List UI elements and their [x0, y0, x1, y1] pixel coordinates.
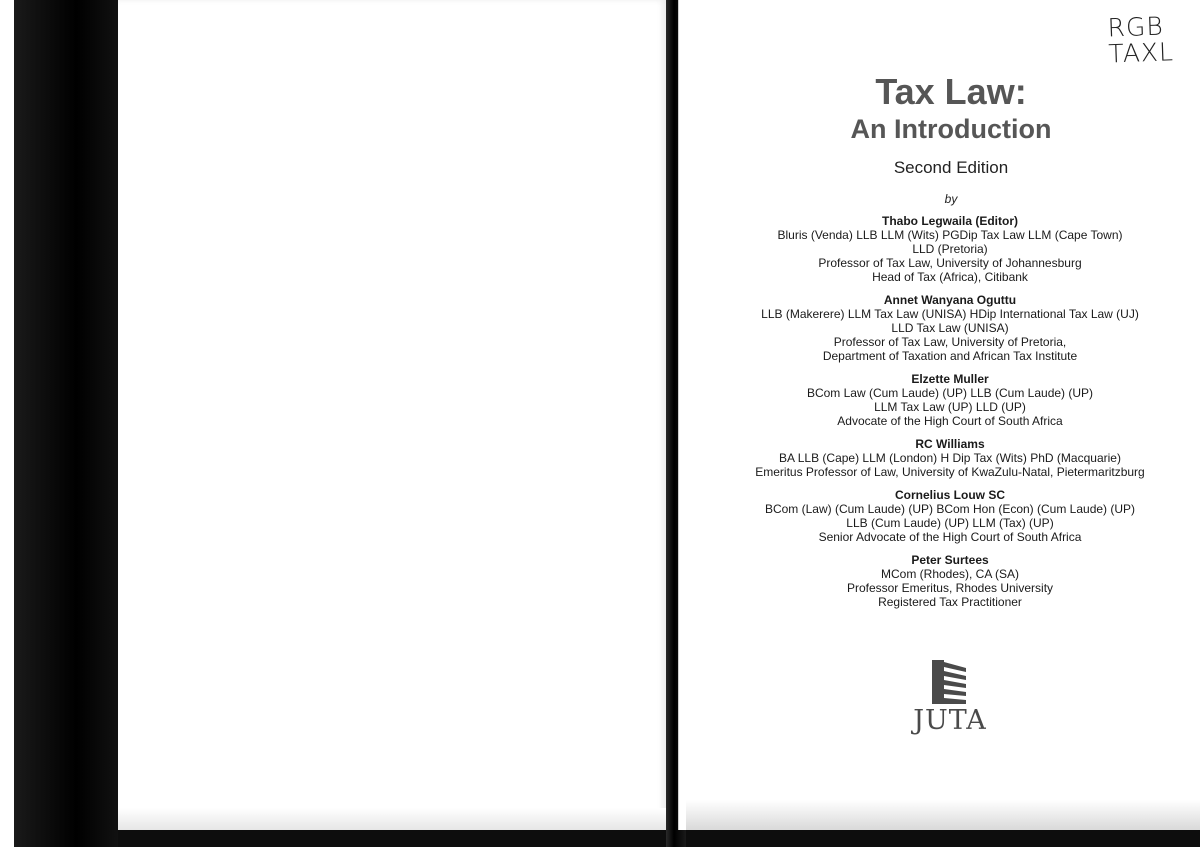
author-credential: Registered Tax Practitioner	[878, 595, 1022, 609]
handwritten-note	[1107, 13, 1193, 68]
author-credential: MCom (Rhodes), CA (SA)	[880, 567, 1020, 581]
edition-label: Second Edition	[893, 158, 1009, 177]
author-name: Peter Surtees	[911, 553, 989, 567]
author-credential: Emeritus Professor of Law, University of KwaZulu-Natal, Pietermaritzburg	[755, 465, 1145, 479]
author-name: RC Williams	[915, 437, 985, 451]
scan-dark-border	[14, 0, 118, 847]
author-credential: BA LLB (Cape) LLM (London) H Dip Tax (Wits) PhD (Macquarie)	[779, 451, 1121, 465]
author-credential: Professor Emeritus, Rhodes University	[846, 581, 1054, 595]
author-name: Elzette Muller	[911, 372, 989, 386]
author-list	[740, 214, 1160, 618]
author-name: Thabo Legwaila (Editor)	[881, 214, 1018, 228]
handwritten-line-2: TAXL	[1107, 37, 1175, 69]
author-credential: BCom Law (Cum Laude) (UP) LLB (Cum Laude) (UP)	[806, 386, 1094, 400]
author-credential: LLB (Makerere) LLM Tax Law (UNISA) HDip International Tax Law (UJ)	[761, 307, 1139, 321]
publisher-logo	[900, 660, 1000, 736]
book-title: Tax Law:	[875, 71, 1027, 112]
author-entry	[740, 293, 1160, 363]
author-credential: Senior Advocate of the High Court of South Africa	[818, 530, 1082, 544]
author-entry	[740, 372, 1160, 428]
author-credential: LLB (Cum Laude) (UP) LLM (Tax) (UP)	[846, 516, 1054, 530]
author-credential: Professor of Tax Law, University of Johannesburg	[818, 256, 1082, 270]
juta-stacked-books-logo-icon	[930, 660, 970, 704]
author-entry	[740, 553, 1160, 609]
author-credential: Department of Taxation and African Tax Institute	[822, 349, 1078, 363]
author-entry	[740, 488, 1160, 544]
scan-left-margin	[0, 0, 14, 847]
handwritten-line-1: RGB	[1107, 11, 1165, 43]
author-name: Cornelius Louw SC	[894, 488, 1005, 502]
author-credential: LLD Tax Law (UNISA)	[891, 321, 1009, 335]
author-credential: Bluris (Venda) LLB LLM (Wits) PGDip Tax Law LLM (Cape Town)	[777, 228, 1123, 242]
author-credential: Professor of Tax Law, University of Pretoria,	[833, 335, 1067, 349]
author-credential: Advocate of the High Court of South Africa	[837, 414, 1063, 428]
author-entry	[740, 214, 1160, 284]
author-credential: LLD (Pretoria)	[912, 242, 988, 256]
author-credential: Head of Tax (Africa), Citibank	[872, 270, 1028, 284]
title-block	[752, 72, 1150, 207]
author-credential: BCom (Law) (Cum Laude) (UP) BCom Hon (Econ) (Cum Laude) (UP)	[764, 502, 1136, 516]
author-entry	[740, 437, 1160, 479]
by-label: by	[944, 192, 958, 206]
author-name: Annet Wanyana Oguttu	[883, 293, 1017, 307]
book-subtitle: An Introduction	[850, 114, 1052, 144]
right-page-shadow	[686, 800, 1200, 830]
blank-left-page	[118, 0, 666, 830]
author-credential: LLM Tax Law (UP) LLD (UP)	[874, 400, 1026, 414]
left-page-shadow	[118, 808, 666, 830]
publisher-name: JUTA	[913, 705, 987, 736]
